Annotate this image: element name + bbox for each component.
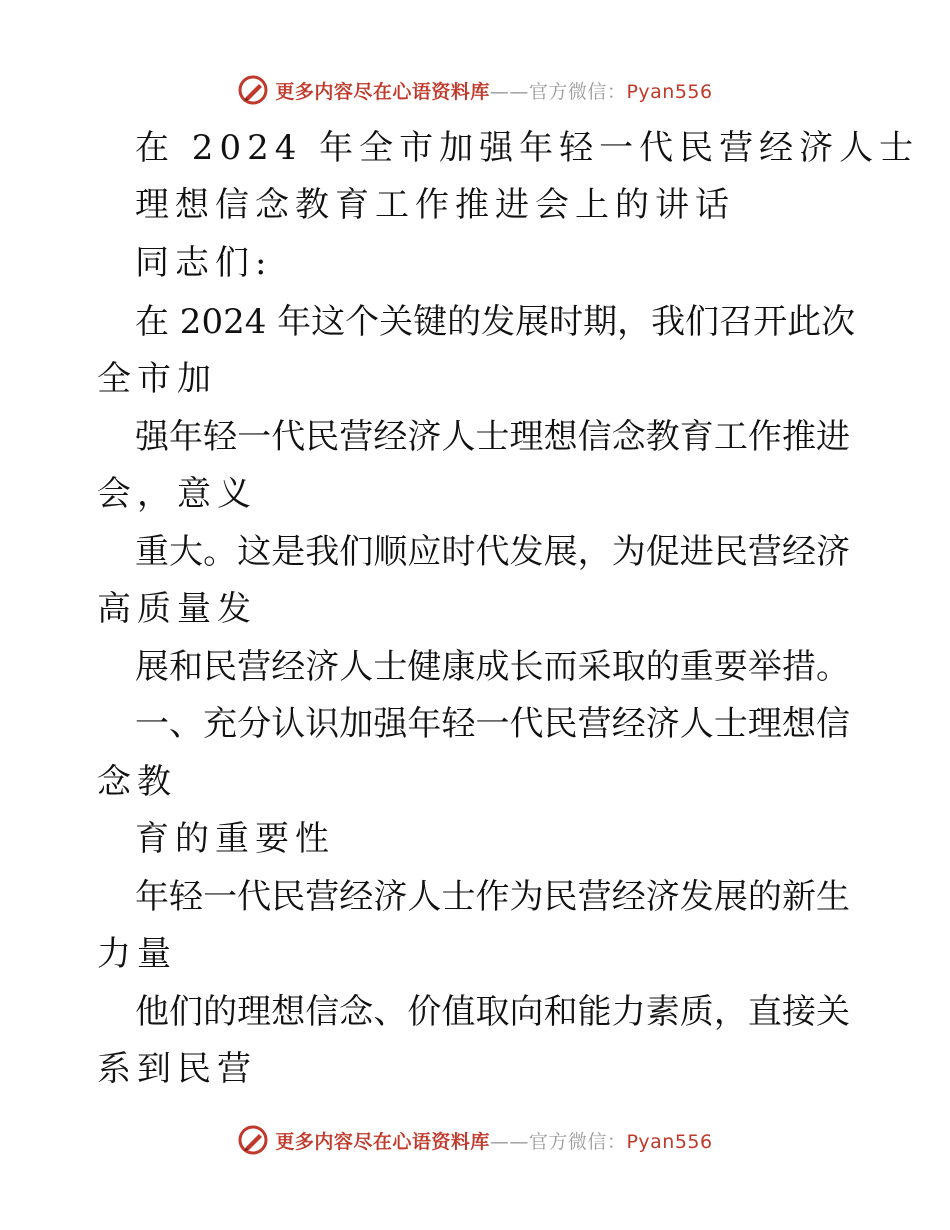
section-heading-line: 念教 <box>97 762 177 802</box>
section-heading-line: 育的重要性 <box>135 819 335 859</box>
body-line: 全市加 <box>97 359 217 399</box>
body-line: 力量 <box>97 934 177 974</box>
title-line-2: 理想信念教育工作推进会上的讲话 <box>135 185 735 225</box>
watermark-text: 更多内容尽在心语资料库——官方微信：Pyan556 <box>275 1130 713 1153</box>
body-line: 会，意义 <box>97 474 257 514</box>
watermark-text: 更多内容尽在心语资料库——官方微信：Pyan556 <box>275 80 713 103</box>
body-line: 强年轻一代民营经济人士理想信念教育工作推进 <box>135 417 850 457</box>
body-line: 重大。这是我们顺应时代发展，为促进民营经济 <box>135 532 850 572</box>
body-line: 年轻一代民营经济人士作为民营经济发展的新生 <box>135 877 850 917</box>
salutation: 同志们: <box>135 243 273 283</box>
watermark-header <box>0 70 950 110</box>
pen-logo-icon <box>237 1124 269 1156</box>
pen-logo-icon <box>237 74 269 106</box>
title-line-1: 在 2024 年全市加强年轻一代民营经济人士 <box>135 128 920 168</box>
body-line: 展和民营经济人士健康成长而采取的重要举措。 <box>135 647 850 687</box>
section-heading-line: 一、充分认识加强年轻一代民营经济人士理想信 <box>135 704 850 744</box>
body-line: 他们的理想信念、价值取向和能力素质，直接关 <box>135 992 850 1032</box>
body-line: 在 2024 年这个关键的发展时期，我们召开此次 <box>135 302 856 342</box>
body-line: 系到民营 <box>97 1049 257 1089</box>
watermark-footer <box>0 1120 950 1160</box>
body-line: 高质量发 <box>97 589 257 629</box>
